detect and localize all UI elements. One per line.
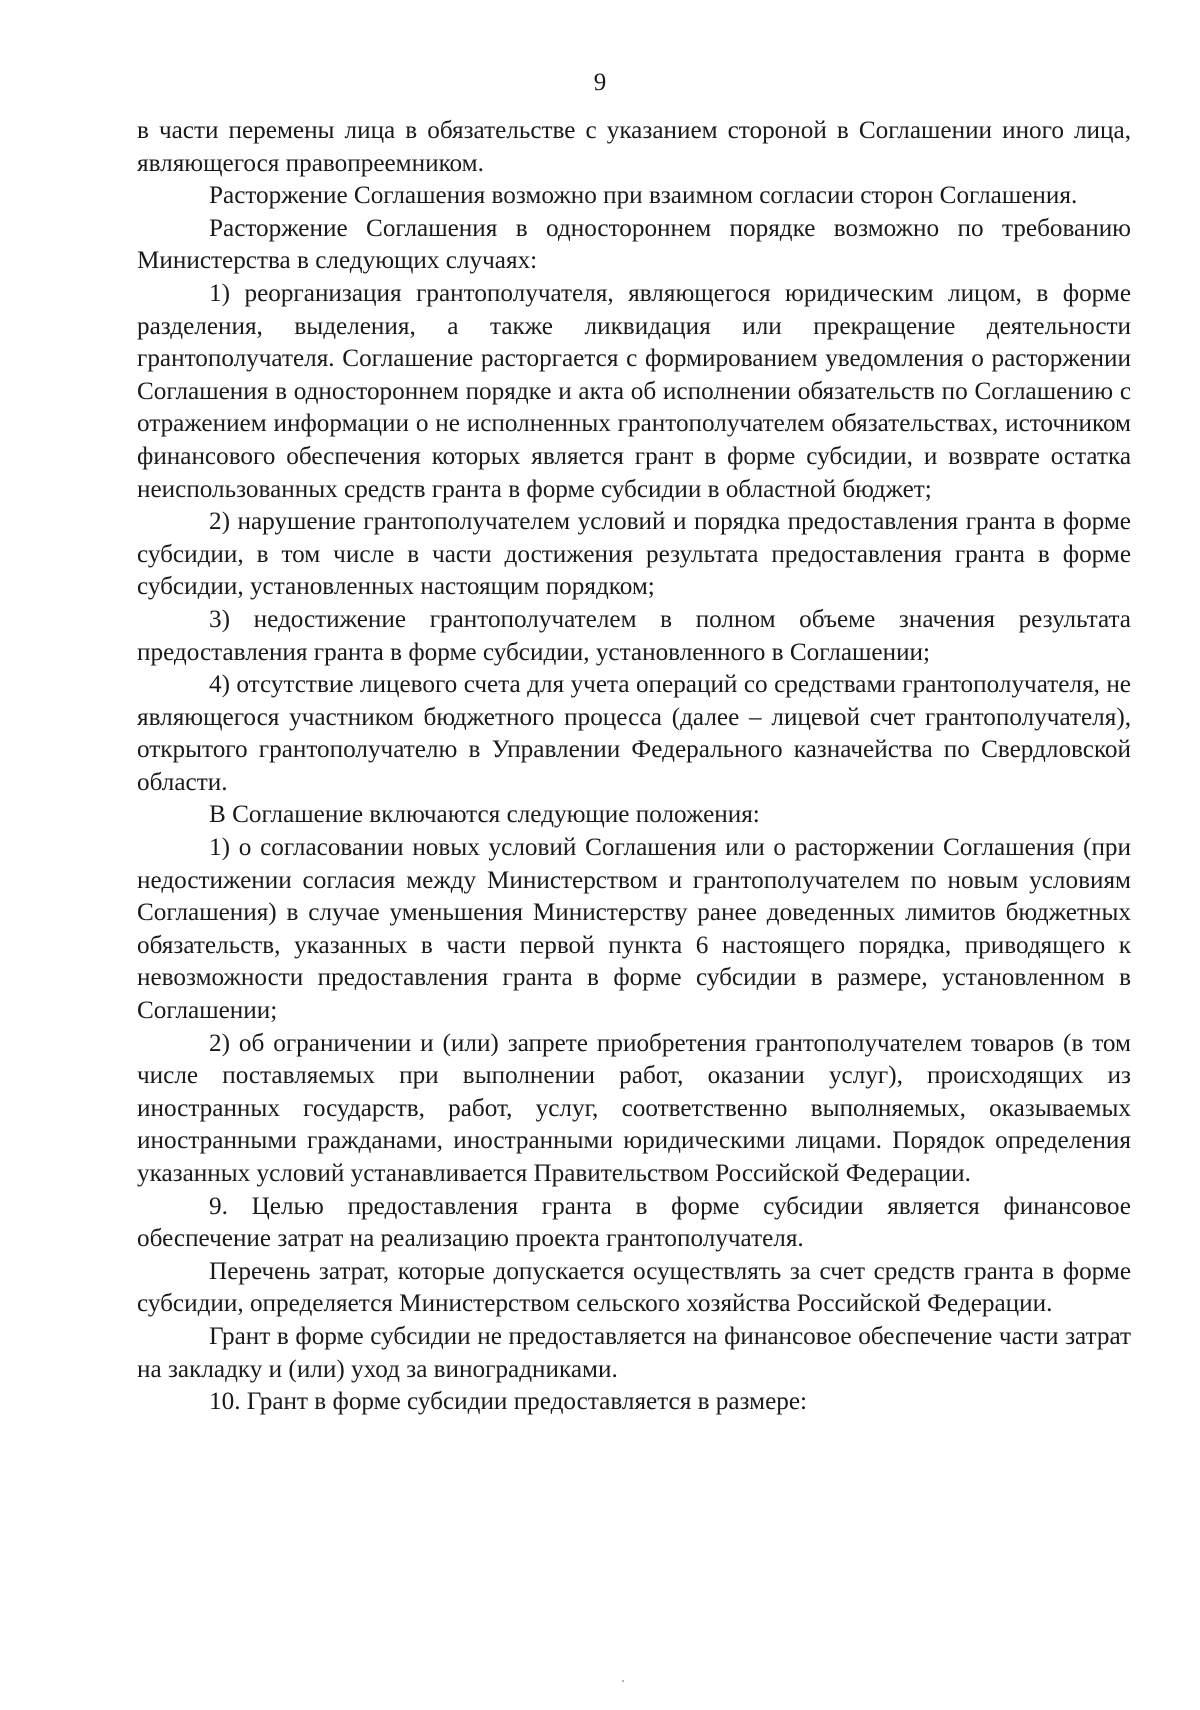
list-item-violation: 2) нарушение грантополучателем условий и порядка предоставления гранта в форме субсидии, в том числе в части достижения результата предоставления гранта в форме субсидии, установленных настоящим порядком; [137, 508, 1131, 601]
paragraph-section-10-amount: 10. Грант в форме субсидии предоставляется в размере: [209, 1388, 808, 1416]
paragraph-termination-mutual: Расторжение Соглашения возможно при взаимном согласии сторон Соглашения. [209, 182, 1078, 210]
paragraph-section-9-goal: 9. Целью предоставления гранта в форме субсидии является финансовое обеспечение затрат на реализацию проекта грантополучателя. [137, 1192, 1131, 1253]
list-item-import-restriction: 2) об ограничении и (или) запрете приобретения грантополучателем товаров (в том числе поставляемых при выполнении работ, оказании услуг), происходящих из иностранных государств, работ, услуг, соответственно выполняемых, оказываемых иностранными гражданами, иностранными юридическими лицами. Порядок определения указанных условий устанавливается Правительством Российской Федерации. [137, 1029, 1131, 1187]
page-number: 9 [593, 69, 607, 96]
list-item-new-conditions: 1) о согласовании новых условий Соглашения или о расторжении Соглашения (при недостижении согласия между Министерством и грантополучателем по новым условиям Соглашения) в случае уменьшения Министерству ранее доведенных лимитов бюджетных обязательств, указанных в части первой пункта 6 настоящего порядка, приводящего к невозможности предоставления гранта в форме субсидии в размере, установленном в Соглашении; [137, 834, 1131, 1025]
list-item-no-account: 4) отсутствие лицевого счета для учета операций со средствами грантополучателя, не являющегося участником бюджетного процесса (далее – лицевой счет грантополучателя), открытого грантополучателю в Управлении Федерального казначейства по Свердловской области. [137, 671, 1131, 796]
document-body [137, 115, 1131, 1419]
list-item-reorganization: 1) реорганизация грантополучателя, являющегося юридическим лицом, в форме разделения, выделения, а также ликвидация или прекращение деятельности грантополучателя. Соглашение расторгается с формированием уведомления о расторжении Соглашения в одностороннем порядке и акта об исполнении обязательств по Соглашению с отражением информации о не исполненных грантополучателем обязательствах, источником финансового обеспечения которых является грант в форме субсидии, и возврате остатка неиспользованных средств гранта в форме субсидии в областной бюджет; [137, 279, 1131, 503]
scan-speck [622, 1680, 624, 1682]
paragraph-agreement-provisions: В Соглашение включаются следующие положения: [209, 801, 760, 829]
paragraph-continuation: в части перемены лица в обязательстве с указанием стороной в Соглашении иного лица, являющегося правопреемником. [137, 117, 1131, 177]
paragraph-termination-unilateral: Расторжение Соглашения в одностороннем порядке возможно по требованию Министерства в следующих случаях: [137, 214, 1131, 275]
paragraph-vineyards-exclusion: Грант в форме субсидии не предоставляется на финансовое обеспечение части затрат на закладку и (или) уход за виноградниками. [137, 1322, 1131, 1383]
list-item-non-achievement: 3) недостижение грантополучателем в полном объеме значения результата предоставления гранта в форме субсидии, установленного в Соглашении; [137, 605, 1131, 666]
paragraph-cost-list: Перечень затрат, которые допускается осуществлять за счет средств гранта в форме субсидии, определяется Министерством сельского хозяйства Российской Федерации. [137, 1257, 1131, 1318]
